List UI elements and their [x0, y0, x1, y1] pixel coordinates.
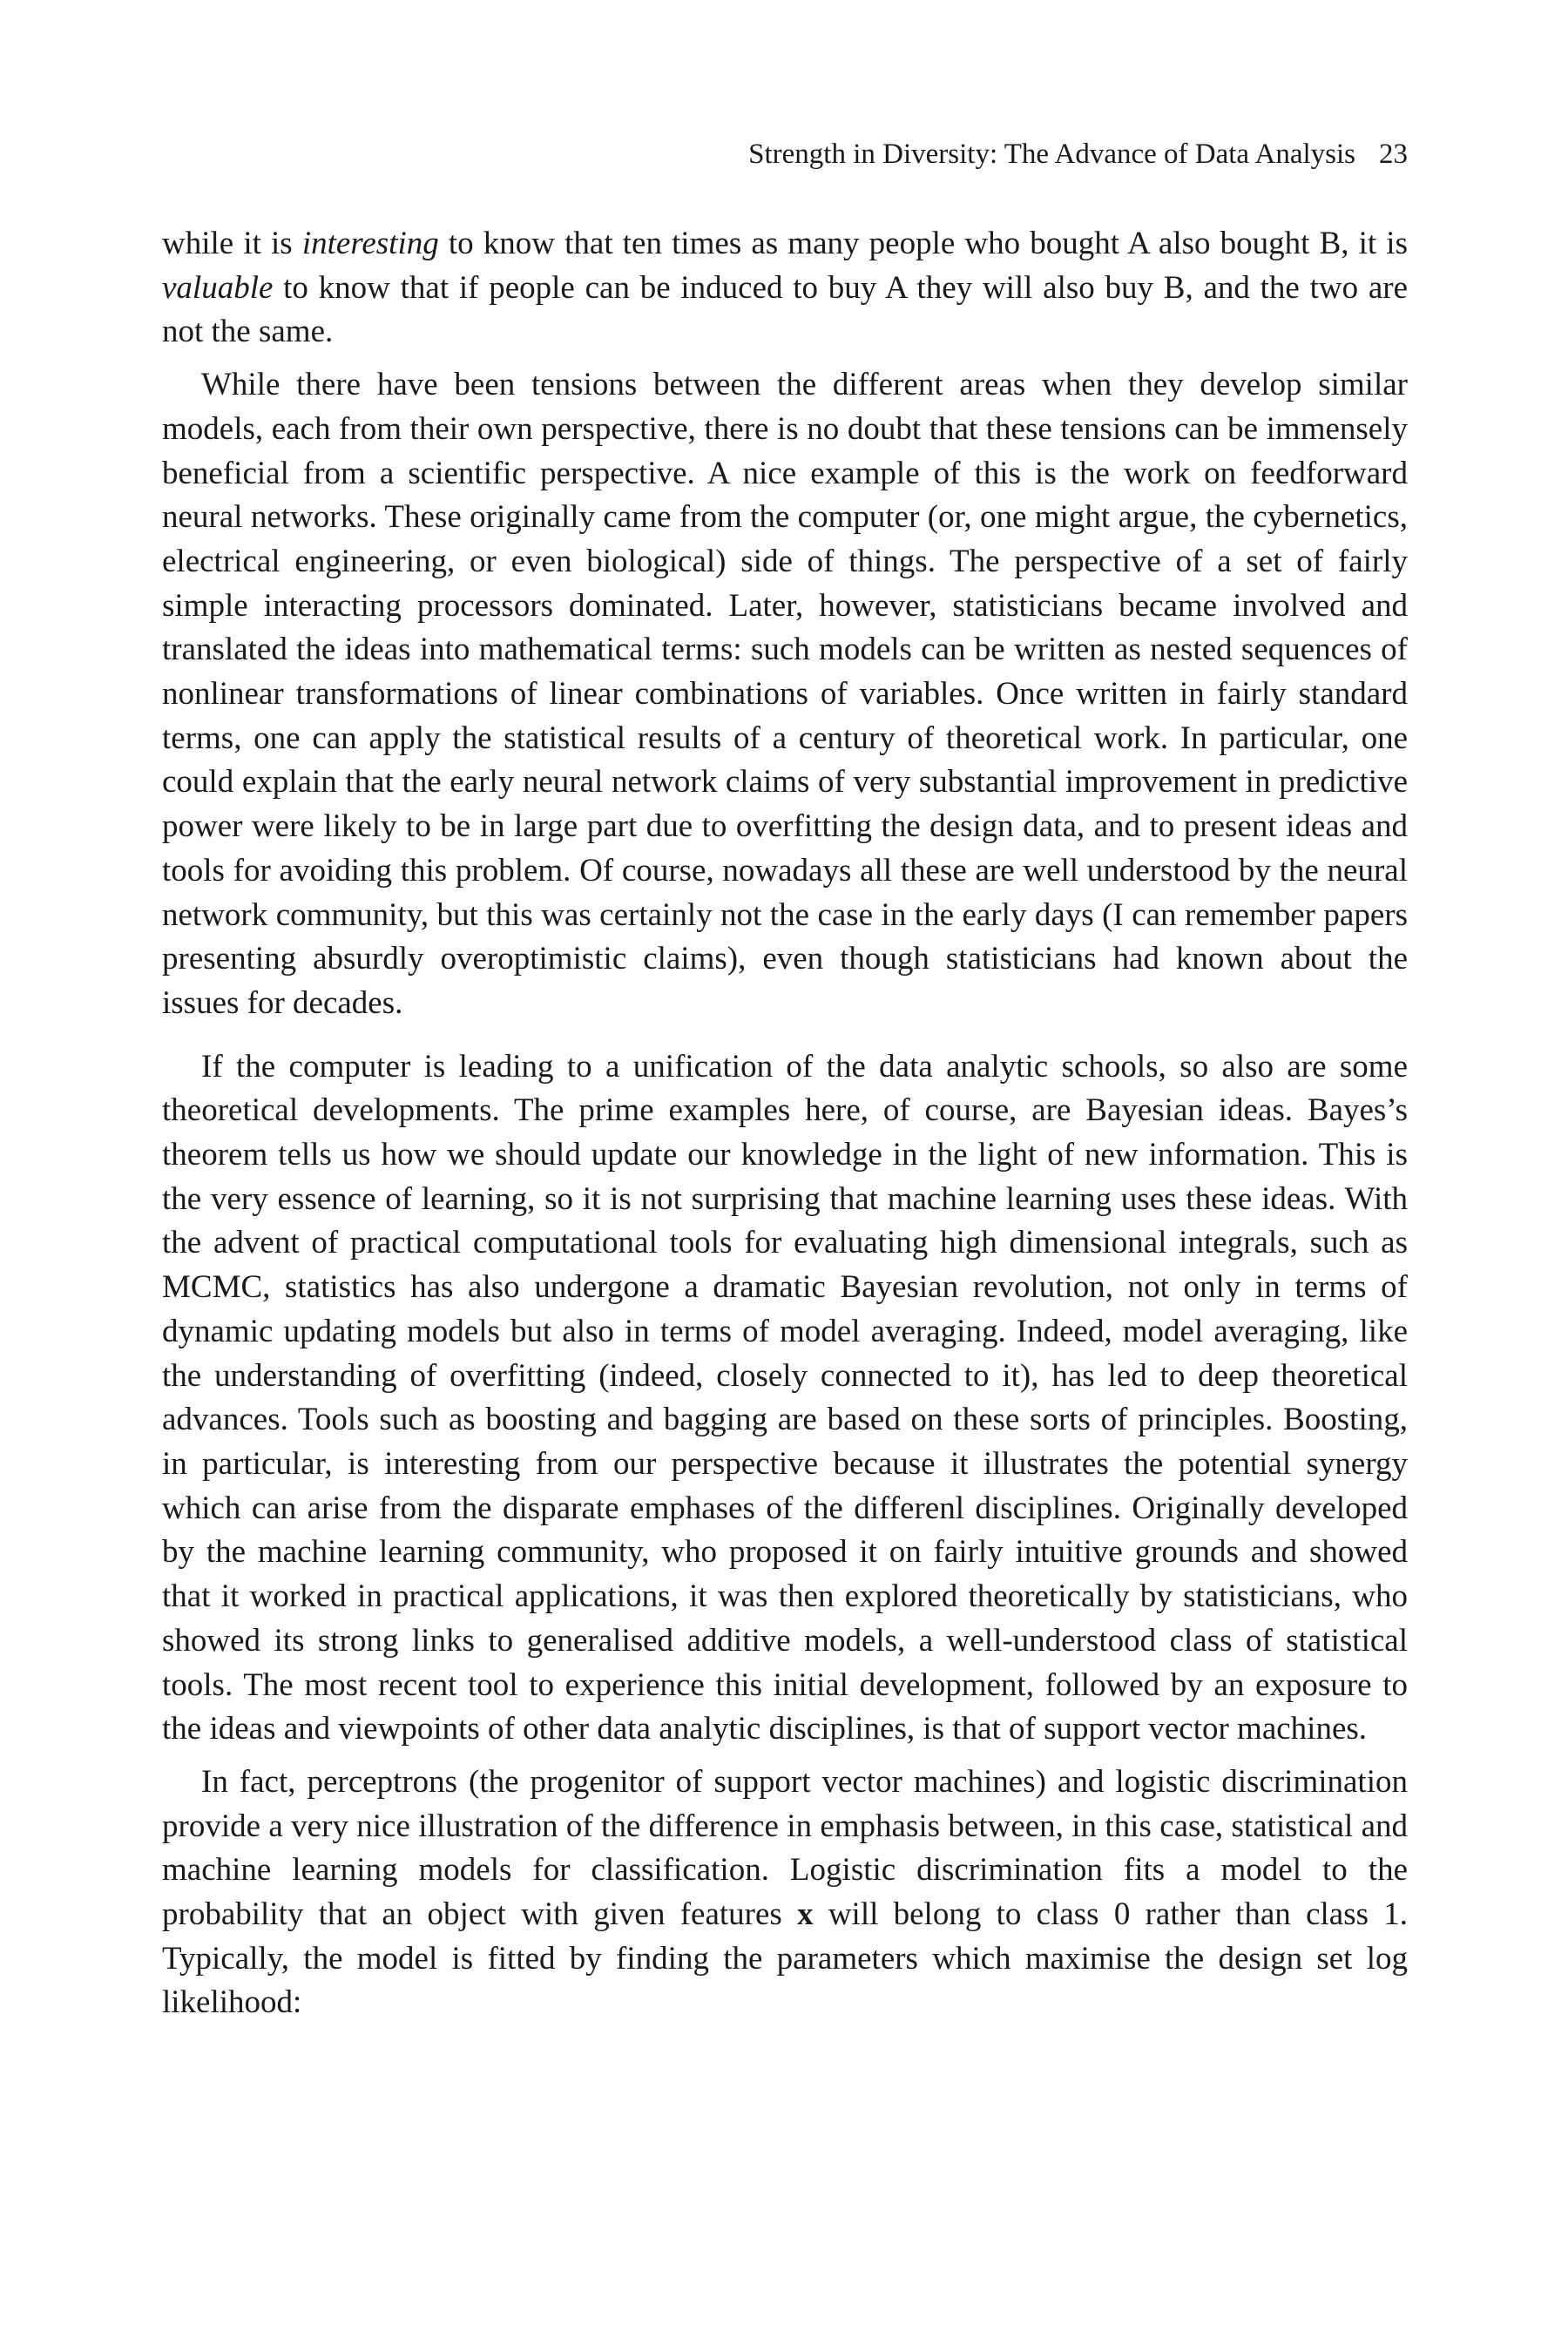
paragraph-perceptrons: [162, 1761, 1408, 2025]
paragraph-neural-networks: While there have been tensions between the different areas when they develop similar models, each from their own perspective, there is no doubt that these tensions can be immensely beneficial from a scientific perspective. A nice example of this is the work on feedforward neural networks. These originally came from the computer (or, one might argue, the cybernetics, electrical engineering, or even biological) side of things. The perspective of a set of fairly simple interacting processors dominated. Later, however, statisticians became involved and translated the ideas into mathematical terms: such models can be written as nested sequences of nonlinear transformations of linear combinations of variables. Once written in fairly standard terms, one can apply the statistical results of a century of theoretical work. In particular, one could explain that the early neural network claims of very substantial improvement in predictive power were likely to be in large part due to overfitting the design data, and to present ideas and tools for avoiding this problem. Of course, nowadays all these are well understood by the neural network community, but this was certainly not the case in the early days (I can remember papers presenting absurdly overoptimistic claims), even though statisticians had known about the issues for decades.: [162, 367, 1408, 1021]
paragraph-text: to know that if people can be induced to buy A they will also buy B, and the two are not the same.: [162, 269, 1408, 350]
paragraph-text: to know that ten times as many people who bought A also bought B, it is: [438, 226, 1408, 261]
emphasis-valuable: valuable: [162, 269, 274, 306]
paragraph-continued: [162, 222, 1408, 355]
paragraph-text: In fact, perceptrons (the progenitor of support vector machines) and logistic discrimination provide a very nice illustration of the difference in emphasis between, in this case, statistical and machine learning models for classification. Logistic discrimination fits a model to the probability that an object with given features: [162, 1763, 1408, 1933]
running-head: [162, 132, 1408, 176]
emphasis-interesting: interesting: [301, 226, 439, 261]
paragraph-text: will belong to class 0 rather than class 1. Typically, the model is fitted by finding the parameters which maximise the design set log likelihood:: [162, 1896, 1408, 2021]
page-number: 23: [1379, 139, 1408, 170]
paragraph-bayesian-ideas: If the computer is leading to a unification of the data analytic schools, so also are some theoretical developments. The prime examples here, of course, are Bayesian ideas. Bayes’s theorem tells us how we should update our knowledge in the light of new information. This is the very essence of learning, so it is not surprising that machine learning uses these ideas. With the advent of practical computational tools for evaluating high dimensional integrals, such as MCMC, statistics has also undergone a dramatic Bayesian revolution, not only in terms of dynamic updating models but also in terms of model averaging. Indeed, model averaging, like the understanding of overfitting (indeed, closely connected to it), has led to deep theoretical advances. Tools such as boosting and bagging are based on these sorts of principles. Boosting, in particular, is interesting from our perspective because it illustrates the potential synergy which can arise from the disparate emphases of the differenl disciplines. Originally developed by the machine learning community, who proposed it on fairly intuitive grounds and showed that it worked in practical applications, it was then explored theoretically by statisticians, who showed its strong links to generalised additive models, a well-understood class of statistical tools. The most recent tool to experience this initial development, followed by an exposure to the ideas and viewpoints of other data analytic disciplines, is that of support vector machines.: [162, 1048, 1408, 1747]
running-title: Strength in Diversity: The Advance of Data Analysis: [748, 139, 1355, 170]
paragraph-text: while it is: [162, 226, 302, 261]
bold-variable-x: x: [797, 1896, 814, 1933]
body-text: [162, 222, 1408, 2025]
